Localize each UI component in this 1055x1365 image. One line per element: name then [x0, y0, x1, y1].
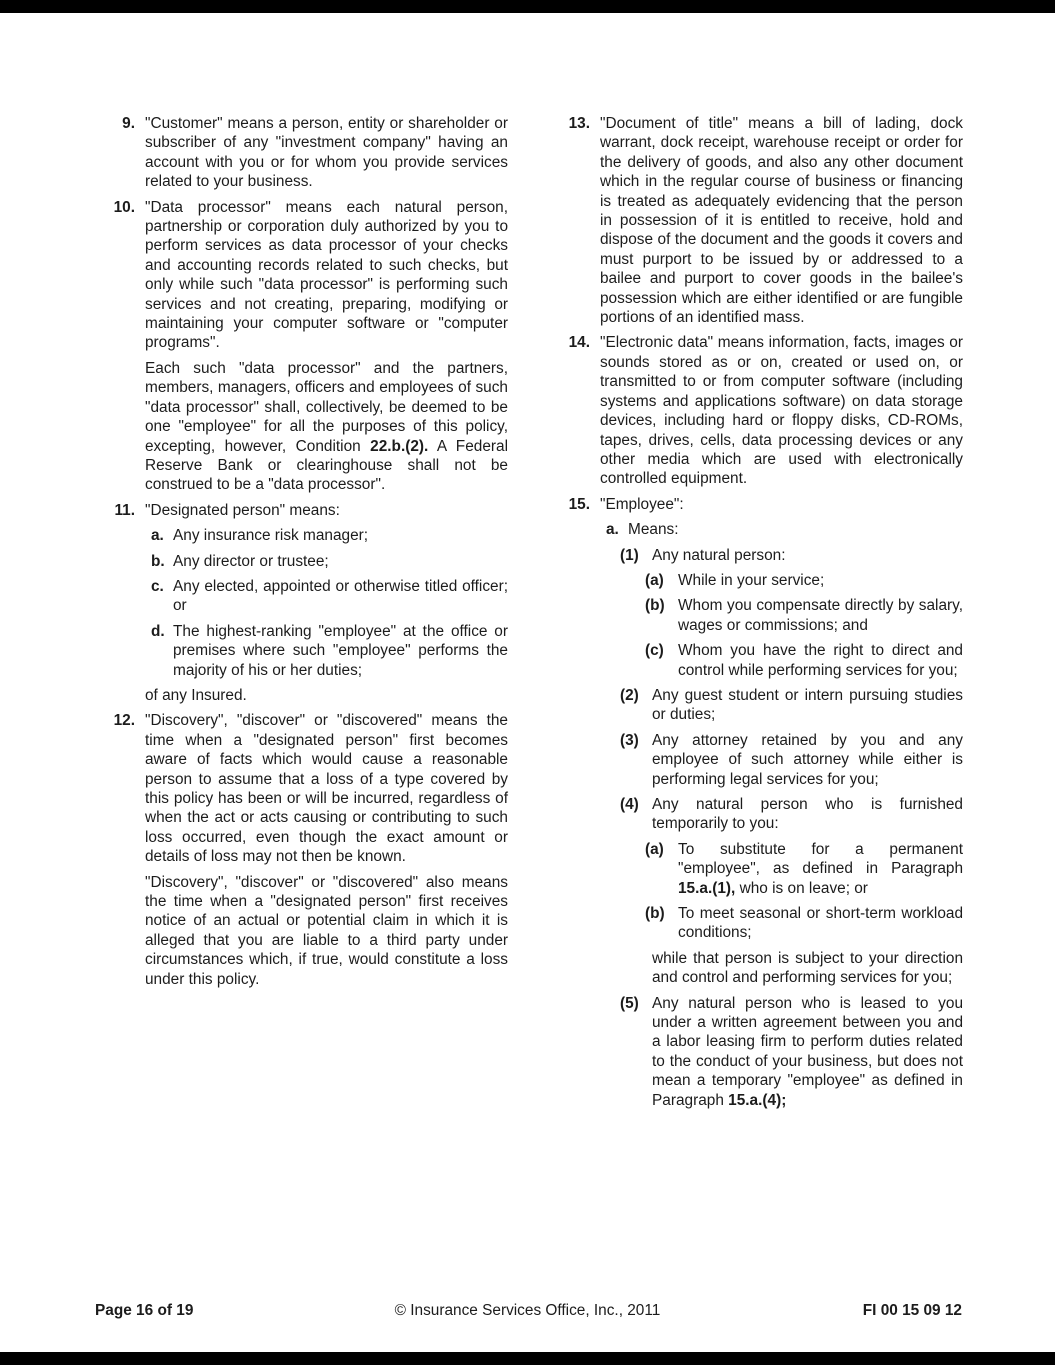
item-label: c. [151, 577, 164, 595]
item-label: b. [151, 552, 165, 570]
item-text: Any elected, appointed or otherwise titled officer; or [173, 577, 508, 615]
item-text: Any guest student or intern pursuing studies or duties; [652, 686, 963, 724]
right-column [550, 114, 963, 1116]
definition-block [620, 731, 963, 789]
footer-page-number: Page 16 of 19 [95, 1302, 194, 1319]
item-text: Any director or trustee; [173, 552, 329, 570]
item-label: (3) [620, 731, 639, 749]
scan-edge-top [0, 0, 1055, 13]
item-label: a. [606, 521, 619, 539]
item-label: 10. [113, 198, 135, 216]
item-text: "Designated person" means: [145, 501, 340, 519]
item-text: "Customer" means a person, entity or shareholder or subscriber of any "investment company" having an account with you or for whom you provide services related to your business. [145, 115, 508, 191]
item-text: "Document of title" means a bill of lading, dock warrant, dock receipt, warehouse receipt or order for the delivery of goods, and also any other document which in the regular course of business or financing is treated as adequately evidencing that the person in possession of it is entitled to receive, hold and dispose of the document and the goods it covers and must purport to be issued by or addressed to a bailee and purport to cover goods in the bailee's possession which are either identified or are fungible portions of an identified mass. [600, 115, 963, 327]
item-label: (4) [620, 796, 639, 813]
item-label: 11. [114, 501, 135, 519]
item-text: Any natural person who is furnished temporarily to you: [652, 796, 963, 833]
item-label: 15. [568, 495, 590, 513]
definition-block [645, 571, 963, 590]
item-text: Each such "data processor" and the partners, members, managers, officers and employees of such "data processor" shall, collectively, be deemed to be one "employee" for all the purposes of this policy, excepting, however, Condition 22.b.(2). A Federal Reserve Bank or clearinghouse shall not be construed to be a "data processor". [145, 359, 508, 494]
item-text: Whom you have the right to direct and control while performing services for you; [678, 642, 963, 679]
definition-block [550, 495, 963, 514]
item-text: "Electronic data" means information, facts, images or sounds stored as or on, created or used on, or transmitted to or from computer software (including systems and applications software) on data storage devices, including hard or floppy disks, CD-ROMs, tapes, drives, cells, data processing devices or any other media which are used with electronically controlled equipment. [600, 334, 963, 488]
footer-copyright: © Insurance Services Office, Inc., 2011 [394, 1302, 661, 1319]
item-label: 12. [113, 712, 135, 730]
item-label: (1) [620, 546, 639, 564]
definition-block [550, 114, 963, 327]
item-label: (a) [645, 571, 664, 589]
item-label: (a) [645, 840, 664, 858]
item-label: (5) [620, 994, 639, 1012]
definition-block [645, 641, 963, 680]
definition-block [95, 501, 508, 520]
item-label: (2) [620, 686, 639, 704]
item-label [620, 949, 652, 988]
continuation-paragraph [95, 359, 508, 495]
item-text: Whom you compensate directly by salary, wages or commissions; and [678, 597, 963, 634]
item-label: (c) [645, 642, 664, 660]
item-label: 9. [122, 115, 135, 132]
definition-block [151, 526, 508, 545]
definition-block [95, 198, 508, 353]
definition-block [645, 904, 963, 943]
footer-form-number: FI 00 15 09 12 [862, 1302, 962, 1319]
item-label: (b) [645, 597, 665, 615]
continuation-paragraph [95, 873, 508, 989]
item-text: of any Insured. [145, 686, 247, 704]
definition-block [620, 686, 963, 725]
item-text: Any attorney retained by you and any employee of such attorney while either is performing legal services for you; [652, 731, 963, 788]
item-text: "Discovery", "discover" or "discovered" means the time when a "designated person" first becomes aware of facts which would cause a reasonable person to assume that a loss of a type covered by this policy has been or will be incurred, regardless of when the act or acts causing or contributing to such loss occurred, even though the exact amount or details of loss may not then be known. [145, 712, 508, 866]
definition-block [95, 711, 508, 866]
item-text: Any natural person: [652, 546, 786, 564]
definition-block [620, 546, 963, 565]
item-label: 14. [568, 334, 590, 352]
item-label: d. [151, 622, 165, 640]
definition-block [151, 622, 508, 680]
item-label [95, 686, 145, 705]
page-footer [0, 1301, 1055, 1323]
item-label: a. [151, 527, 164, 545]
item-text: To meet seasonal or short-term workload conditions; [678, 905, 963, 942]
item-label: (b) [645, 905, 665, 923]
item-text: "Employee": [600, 495, 684, 513]
definition-block [620, 795, 963, 834]
item-label [95, 359, 145, 495]
definition-block [620, 994, 963, 1110]
definition-block [151, 577, 508, 616]
definition-block [645, 596, 963, 635]
item-text: "Discovery", "discover" or "discovered" also means the time when a "designated person" first receives notice of an actual or potential claim in which it is alleged that you are liable to a third party under circumstances which, if true, would constitute a loss under this policy. [145, 873, 508, 988]
item-text: Any natural person who is leased to you under a written agreement between you and a labor leasing firm to perform duties related to the conduct of your business, but does not mean a temporary "employee" as defined in Paragraph 15.a.(4); [652, 994, 963, 1109]
item-label: 13. [568, 115, 590, 132]
continuation-paragraph [95, 686, 508, 705]
left-column [95, 114, 508, 995]
definition-block [606, 520, 963, 539]
definition-block [95, 114, 508, 192]
item-text: While in your service; [678, 571, 825, 589]
item-text: To substitute for a permanent "employee", as defined in Paragraph 15.a.(1), who is on leave; or [678, 840, 963, 897]
continuation-paragraph [620, 949, 963, 988]
item-label [95, 873, 145, 989]
definition-block [550, 333, 963, 488]
item-text: "Data processor" means each natural person, partnership or corporation duly authorized by you to perform services as data processor of your checks and accounting records related to such checks, but only while such "data processor" is performing such services and not creating, preparing, modifying or maintaining your computer software or "computer programs". [145, 198, 508, 352]
definition-block [151, 552, 508, 571]
scan-edge-bottom [0, 1352, 1055, 1365]
item-text: Any insurance risk manager; [173, 527, 369, 545]
definition-block [645, 840, 963, 898]
item-text: Means: [628, 521, 679, 539]
item-text: The highest-ranking "employee" at the office or premises where such "employee" performs the majority of his or her duties; [173, 622, 508, 679]
item-text: while that person is subject to your direction and control and performing services for you; [652, 949, 963, 987]
